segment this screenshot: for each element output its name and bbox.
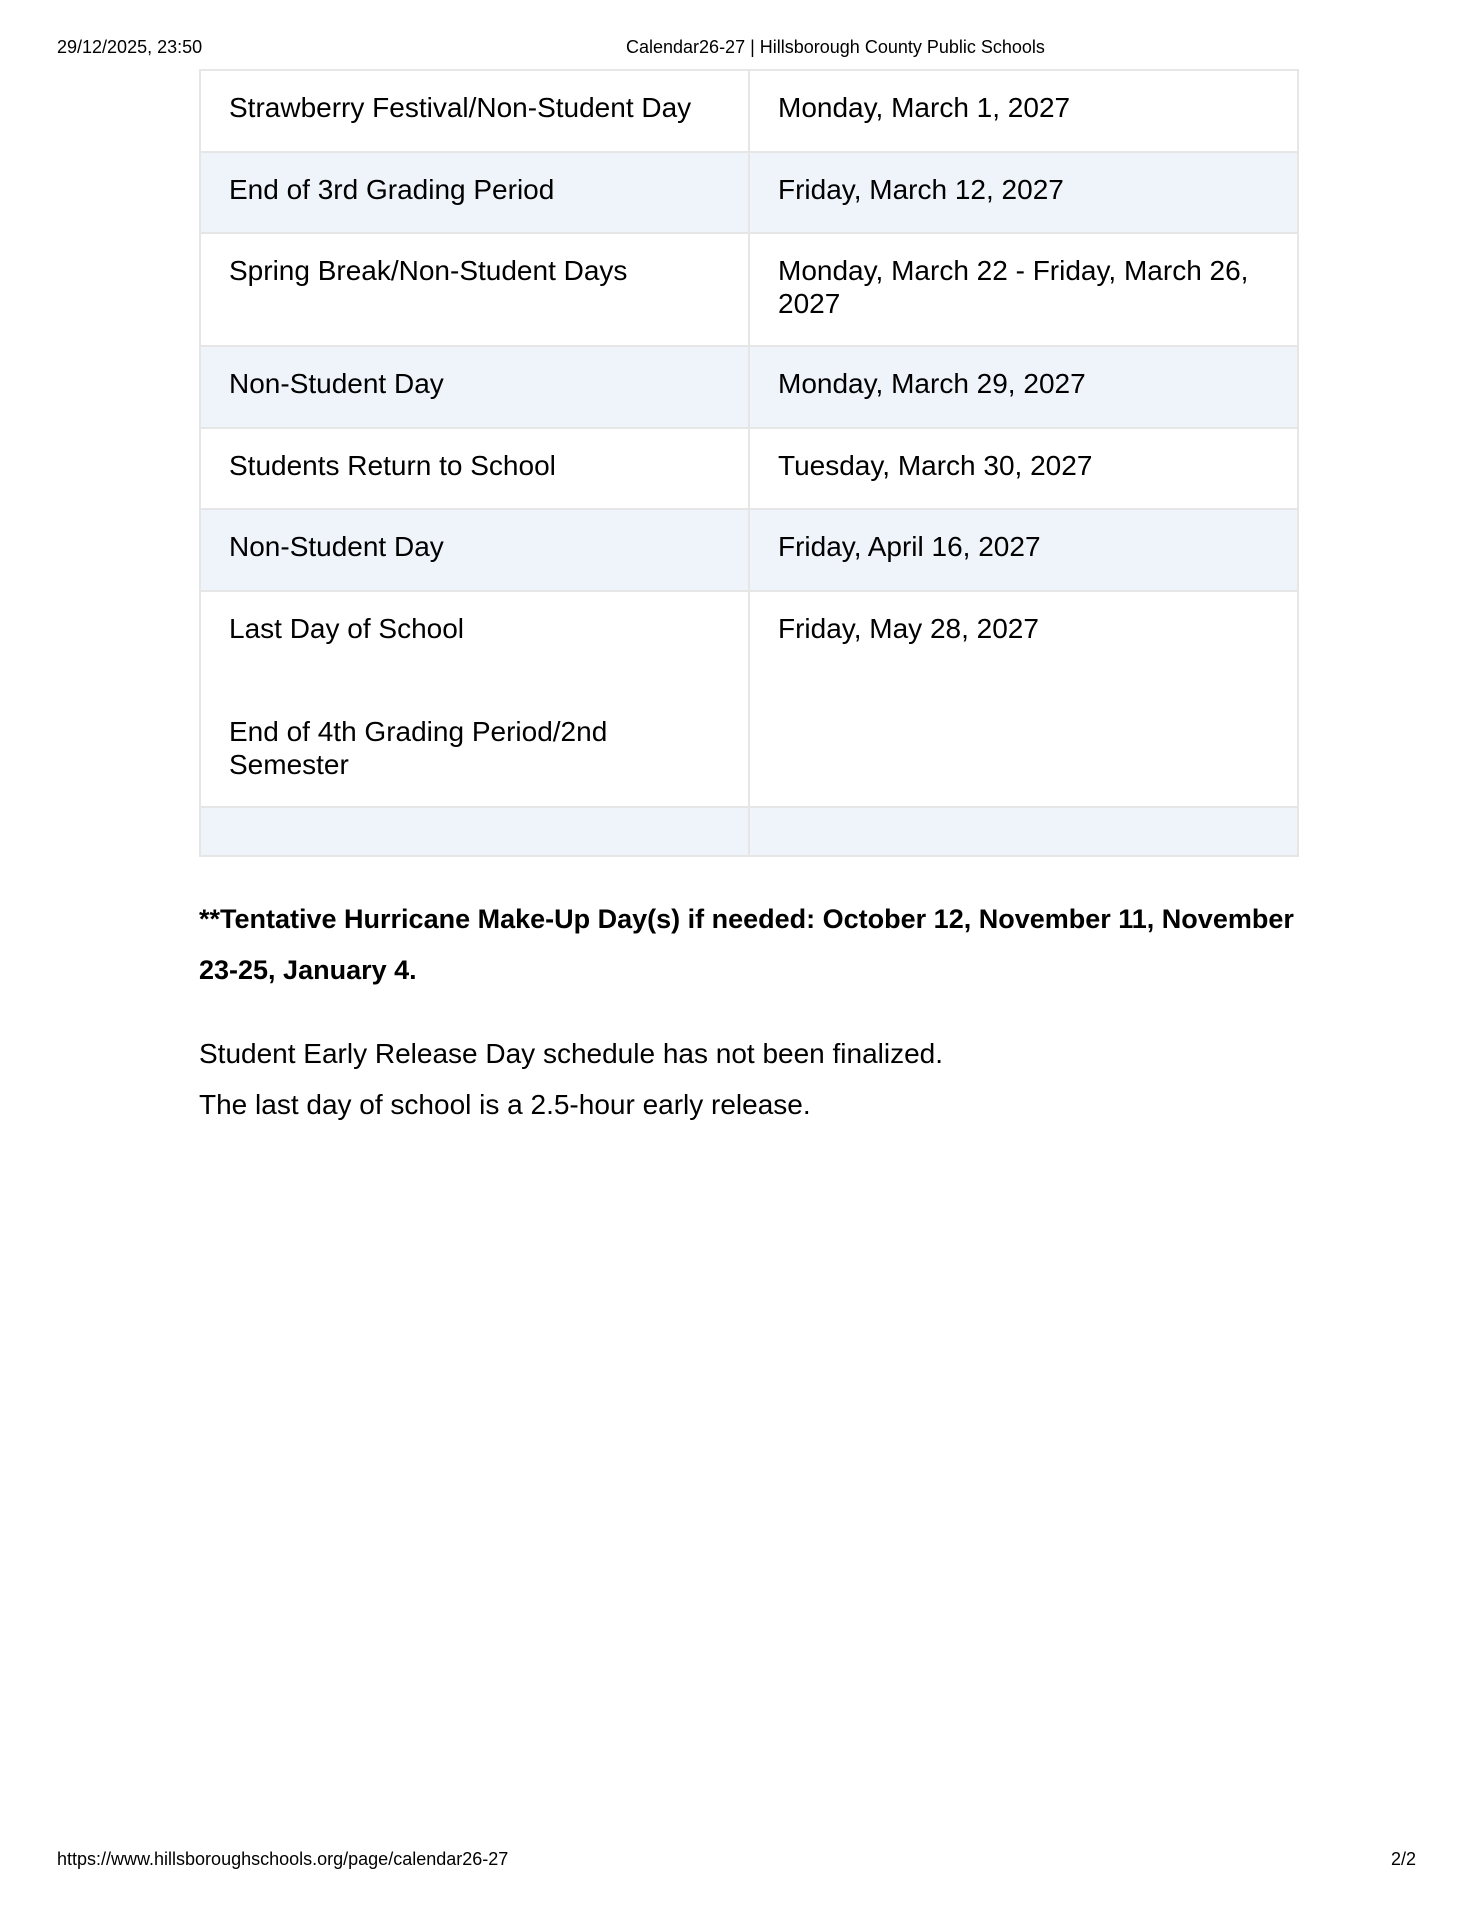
date-cell: Friday, May 28, 2027 bbox=[749, 591, 1298, 807]
date-cell: Friday, March 12, 2027 bbox=[749, 152, 1298, 233]
event-cell: End of 3rd Grading Period bbox=[200, 152, 749, 233]
last-day-note: The last day of school is a 2.5-hour early release. bbox=[199, 1089, 811, 1120]
event-cell bbox=[200, 591, 749, 807]
event-cell: Spring Break/Non-Student Days bbox=[200, 233, 749, 346]
early-release-note: Student Early Release Day schedule has not been finalized. bbox=[199, 1038, 944, 1069]
date-cell: Monday, March 1, 2027 bbox=[749, 70, 1298, 152]
event-text: Last Day of School bbox=[229, 613, 465, 644]
table-row bbox=[200, 152, 1298, 233]
empty-table-row bbox=[200, 807, 1298, 856]
early-release-notes bbox=[199, 1028, 1299, 1130]
date-cell: Monday, March 22 - Friday, March 26, 2027 bbox=[749, 233, 1298, 346]
date-cell: Friday, April 16, 2027 bbox=[749, 509, 1298, 591]
print-datetime: 29/12/2025, 23:50 bbox=[57, 37, 203, 57]
date-cell: Tuesday, March 30, 2027 bbox=[749, 428, 1298, 509]
event-cell: Non-Student Day bbox=[200, 509, 749, 591]
page-title: Calendar26-27 | Hillsborough County Public Schools bbox=[626, 37, 1045, 57]
table-row bbox=[200, 346, 1298, 428]
table-row bbox=[200, 233, 1298, 346]
table-row bbox=[200, 509, 1298, 591]
page-number: 2/2 bbox=[1391, 1849, 1417, 1869]
table-row bbox=[200, 70, 1298, 152]
hurricane-makeup-note: **Tentative Hurricane Make-Up Day(s) if needed: October 12, November 11, November 23-25, January 4. bbox=[199, 904, 1294, 985]
page-url: https://www.hillsboroughschools.org/page/calendar26-27 bbox=[57, 1849, 509, 1869]
event-cell: Non-Student Day bbox=[200, 346, 749, 428]
table-row bbox=[200, 428, 1298, 509]
table-row bbox=[200, 591, 1298, 807]
event-cell: Strawberry Festival/Non-Student Day bbox=[200, 70, 749, 152]
empty-cell bbox=[200, 807, 749, 856]
event-text-secondary: End of 4th Grading Period/2nd Semester bbox=[229, 716, 608, 780]
event-cell: Students Return to School bbox=[200, 428, 749, 509]
calendar-table bbox=[199, 69, 1299, 857]
date-cell: Monday, March 29, 2027 bbox=[749, 346, 1298, 428]
empty-cell bbox=[749, 807, 1298, 856]
